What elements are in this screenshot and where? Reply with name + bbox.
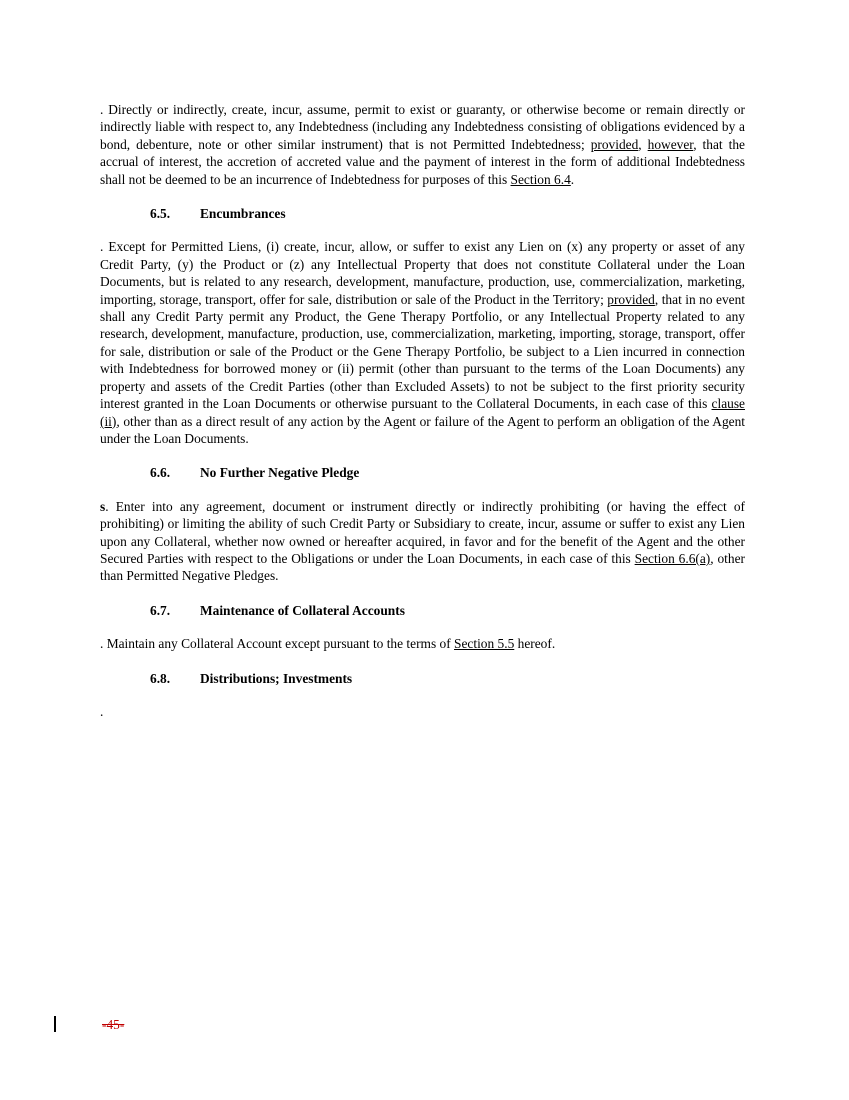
document-page	[100, 101, 745, 720]
p3-lead: . Enter into any agreement, document or instrument directly or indirectly prohibiting (or having the effect of prohibiting) or limiting the ability of such Credit Party or Subsidiary to create, incur, assume or suffer to exist any Lien upon any Collateral, whether now owned or hereafter acquired, in favor and for the benefit of the Agent and the other Secured Parties with respect to the Obligations or under the Loan Documents, in each case of this	[100, 498, 745, 566]
heading-title: Distributions; Investments	[200, 670, 353, 686]
heading-encumbrances	[100, 205, 745, 222]
heading-no-further-negative-pledge	[100, 464, 745, 481]
p1-separator: ,	[638, 136, 648, 152]
p5-text: .	[100, 703, 104, 719]
p4-tail: hereof.	[514, 636, 556, 652]
paragraph-negative-pledge	[100, 498, 745, 585]
heading-maintenance-collateral-accounts	[100, 602, 745, 619]
p1-section-reference: Section 6.4	[510, 171, 571, 187]
p2-provided-term: provided	[607, 291, 655, 307]
revision-change-bar	[54, 1016, 56, 1032]
heading-number: 6.6.	[150, 465, 171, 481]
p1-provided-term: provided	[590, 136, 639, 152]
heading-title: Maintenance of Collateral Accounts	[200, 602, 405, 618]
p2-clause-reference: clause (ii)	[100, 396, 745, 429]
paragraph-encumbrances	[100, 238, 745, 447]
page-number: -45-	[102, 1017, 125, 1032]
p4-lead: . Maintain any Collateral Account except pursuant to the terms of	[100, 636, 455, 652]
heading-number: 6.8.	[150, 670, 171, 686]
p2-middle: , that in no event shall any Credit Party permit any Product, the Gene Therapy Portfolio, or any Intellectual Property related to any research, development, manufacture, production, use, commercialization, marketing, importing, storage, transport, offer for sale, distribution or sale of the Product or the Gene Therapy Portfolio, be subject to a Lien incurred in connection with Indebtedness for borrowed money or (ii) permit (other than pursuant to the terms of the Loan Documents) any property and assets of the Credit Parties (other than Excluded Assets) to not be subject to the first priority security interest granted in the Loan Documents or otherwise pursuant to the Collateral Documents, in each case of this	[100, 291, 746, 412]
heading-title: No Further Negative Pledge	[200, 465, 360, 481]
heading-distributions-investments	[100, 670, 745, 687]
p1-however-term: however	[647, 136, 694, 152]
p3-section-reference: Section 6.6(a)	[634, 550, 711, 566]
p4-section-reference: Section 5.5	[454, 636, 515, 652]
heading-title: Encumbrances	[200, 206, 286, 222]
p3-tail: , other than Permitted Negative Pledges.	[100, 550, 745, 584]
heading-number: 6.5.	[150, 206, 171, 222]
p1-lead: . Directly or indirectly, create, incur, assume, permit to exist or guaranty, or otherwise become or remain directly or indirectly liable with respect to, any Indebtedness (including any Indebtedness consisting of obligations evidenced by a bond, debenture, note or other similar instrument) that is not Permitted Indebtedness;	[100, 102, 745, 152]
paragraph-collateral-accounts	[100, 635, 745, 652]
paragraph-distributions	[100, 703, 745, 720]
heading-number: 6.7.	[150, 602, 171, 618]
paragraph-indebtedness	[100, 101, 745, 188]
p1-middle: , that the accrual of interest, the accretion of accreted value and the payment of interest in the form of additional Indebtedness shall not be deemed to be an incurrence of Indebtedness for purposes of this	[100, 136, 745, 187]
p1-tail: .	[570, 171, 575, 187]
p2-tail: , other than as a direct result of any action by the Agent or failure of the Agent to perform an obligation of the Agent under the Loan Documents.	[100, 413, 745, 446]
p3-bold-lead: s	[100, 498, 106, 514]
p2-lead: . Except for Permitted Liens, (i) create, incur, allow, or suffer to exist any Lien on (x) any property or asset of any Credit Party, (y) the Product or (z) any Intellectual Property that does not constitute Collateral under the Loan Documents, but is related to any research, development, manufacture, production, use, commercialization, marketing, importing, storage, transport, offer for sale, distribution or sale of the Product in the Territory;	[100, 239, 745, 307]
